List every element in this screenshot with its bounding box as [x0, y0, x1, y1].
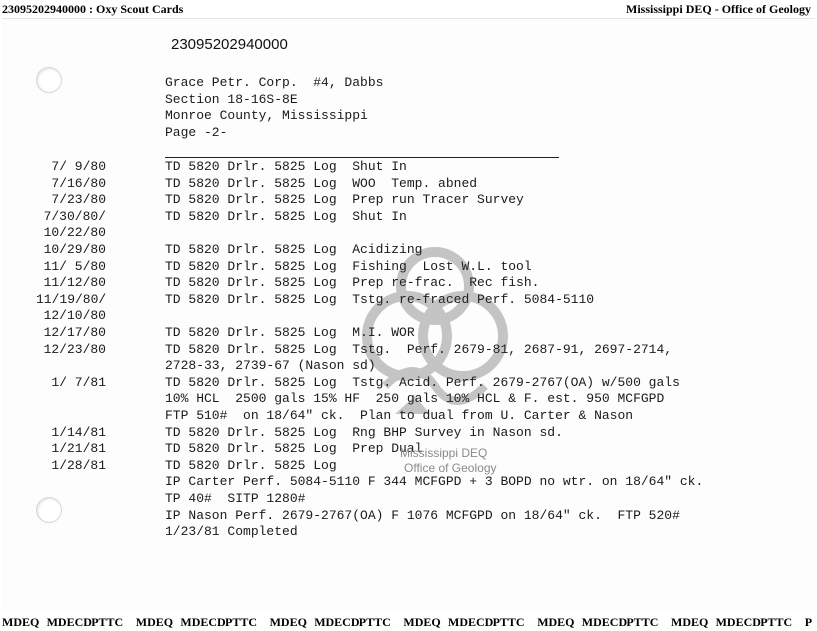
entry-text: TD 5820 Drlr. 5825 Log WOO Temp. abned	[165, 175, 478, 191]
heading-line: Section 18-16S-8E	[165, 91, 298, 107]
entry-text: TD 5820 Drlr. 5825 Log M.I. WOR	[165, 325, 415, 340]
entry-date: 1/21/81	[51, 441, 106, 457]
footer-token: MDECD	[46, 615, 92, 629]
entry-text: TD 5820 Drlr. 5825 Log Fishing Lost W.L. tool	[165, 258, 532, 274]
entry-date: 1/ 7/81	[51, 374, 106, 390]
entry-text: 10% HCL 2500 gals 15% HF 250 gals 10% HCL & F. est. 950 MCFGPD	[165, 391, 665, 407]
footer-token: MDECD	[715, 615, 761, 629]
footer-token: MDECD	[314, 615, 360, 629]
footer-token: MDEQ	[537, 615, 575, 629]
entry-date: 7/ 9/80	[51, 159, 106, 174]
watermark-line-2: Office of Geology	[404, 461, 497, 475]
footer-token: PTTC	[91, 615, 124, 629]
entry-text: TD 5820 Drlr. 5825 Log Shut In	[165, 208, 407, 224]
entry-date: 10/22/80	[43, 225, 106, 241]
footer-strip	[0, 614, 817, 631]
entry-date: 7/23/80	[51, 192, 106, 208]
entry-text: TD 5820 Drlr. 5825 Log	[165, 457, 337, 473]
footer-token: PTTC	[358, 615, 391, 629]
footer-token: PTTC	[225, 615, 258, 629]
header-title-left: 23095202940000 : Oxy Scout Cards	[2, 2, 184, 16]
heading-line: Page -2-	[165, 124, 228, 140]
entry-date: 7/30/80/	[43, 208, 106, 224]
watermark-line-1: Mississippi DEQ	[400, 446, 488, 460]
footer-token: MDEQ	[671, 615, 709, 629]
entry-text: TD 5820 Drlr. 5825 Log Prep re-frac. Rec fish.	[165, 275, 540, 291]
footer-token: PTTC	[760, 615, 793, 629]
footer-token: PTTC	[492, 615, 525, 629]
entry-text: TD 5820 Drlr. 5825 Log Tstg. Perf. 2679-81, 2687-91, 2697-2714,	[165, 341, 673, 357]
heading-rule	[165, 157, 559, 158]
footer-token: MDEQ	[269, 615, 307, 629]
entry-text: TD 5820 Drlr. 5825 Log Prep run Tracer Survey	[165, 192, 524, 208]
footer-token: MDEQ	[403, 615, 441, 629]
footer-token: PTTC	[626, 615, 659, 629]
entry-date: 10/29/80	[43, 242, 106, 257]
heading-line: Grace Petr. Corp. #4, Dabbs	[165, 75, 384, 90]
entry-date: 11/12/80	[43, 275, 106, 291]
punch-hole-icon	[36, 497, 62, 523]
entry-date: 11/19/80/	[36, 291, 107, 307]
footer-token: MDECD	[448, 615, 494, 629]
entry-text: IP Nason Perf. 2679-2767(OA) F 1076 MCFGPD on 18/64" ck. FTP 520#	[165, 507, 680, 523]
footer-token: MDECD	[581, 615, 628, 629]
footer-token: MDEQ	[2, 615, 40, 629]
entry-date: 7/16/80	[51, 175, 106, 191]
footer-token: MDECD	[180, 615, 226, 629]
punch-hole-icon	[36, 67, 62, 93]
footer-token: MDEQ	[135, 615, 174, 629]
entry-text: TD 5820 Drlr. 5825 Log Rng BHP Survey in Nason sd.	[165, 424, 563, 440]
entry-text: IP Carter Perf. 5084-5110 F 344 MCFGPD + 3 BOPD no wtr. on 18/64" ck.	[165, 474, 704, 490]
header-title-right: Mississippi DEQ - Office of Geology	[626, 2, 811, 16]
entry-date: 12/10/80	[43, 308, 106, 324]
entry-text: TP 40# SITP 1280#	[165, 491, 306, 506]
entry-date: 12/23/80	[43, 341, 106, 357]
footer-token: P	[804, 615, 813, 629]
entry-date: 1/28/81	[51, 457, 106, 473]
entry-text: 2728-33, 2739-67 (Nason sd)	[165, 358, 376, 374]
entry-text: TD 5820 Drlr. 5825 Log Shut In	[165, 159, 407, 174]
entry-text: TD 5820 Drlr. 5825 Log Prep Dual	[165, 441, 423, 457]
entry-date: 12/17/80	[43, 325, 106, 340]
entry-text: TD 5820 Drlr. 5825 Log Tstg. Acid. Perf. 2679-2767(OA) w/500 gals	[165, 374, 680, 390]
entry-text: TD 5820 Drlr. 5825 Log Acidizing	[165, 242, 423, 257]
entry-text: FTP 510# on 18/64" ck. Plan to dual from U. Carter & Nason	[165, 408, 634, 423]
api-number: 23095202940000	[171, 36, 288, 53]
entry-text: TD 5820 Drlr. 5825 Log Tstg. re-fraced Perf. 5084-5110	[165, 291, 595, 307]
heading-line: Monroe County, Mississippi	[165, 108, 368, 123]
entry-date: 11/ 5/80	[43, 258, 106, 274]
entry-text: 1/23/81 Completed	[165, 524, 298, 540]
page-header	[0, 0, 817, 18]
entry-date: 1/14/81	[51, 424, 106, 440]
